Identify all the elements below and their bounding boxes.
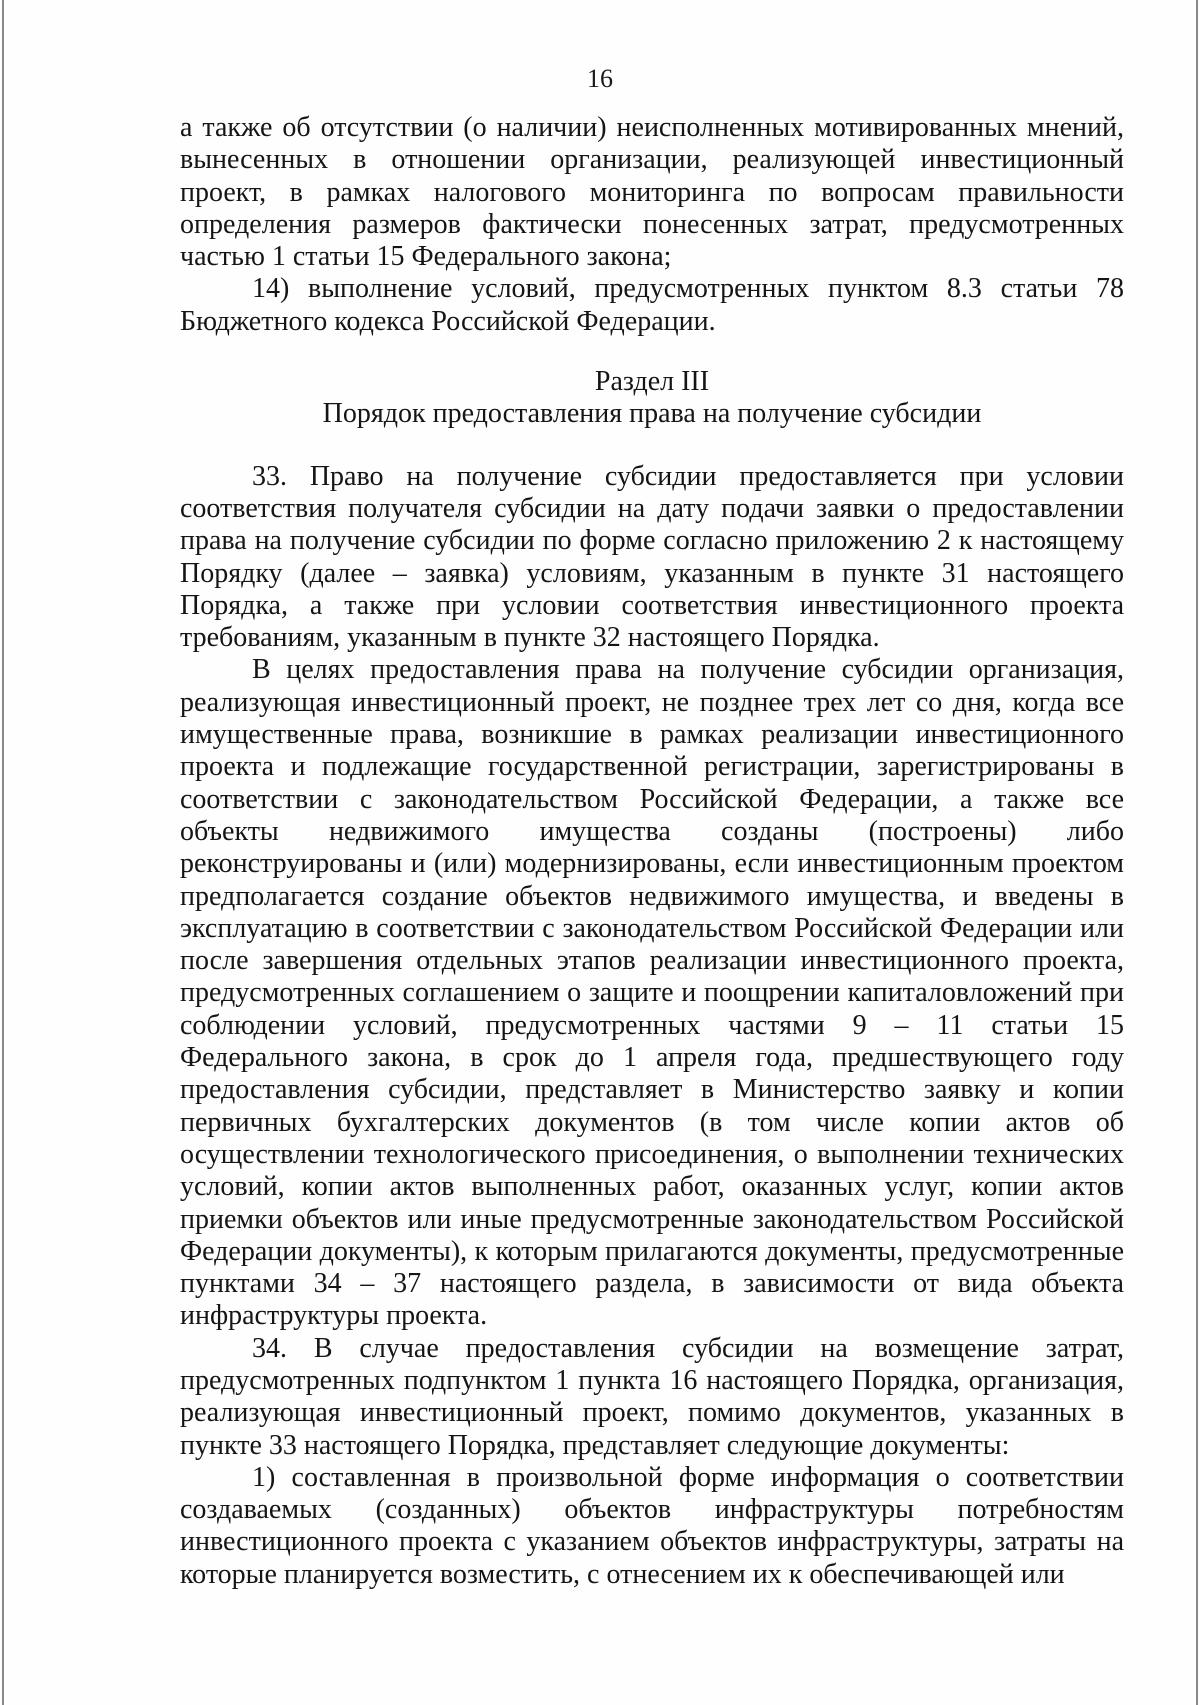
page-number: 16: [587, 64, 613, 93]
section-title: Порядок предоставления права на получение субсидии: [322, 398, 982, 430]
document-body: [180, 112, 1124, 1591]
paragraph-33: 33. Право на получение субсидии предоставляется при условии соответствия получателя субсидии на дату подачи заявки о предоставлении права на получение субсидии по форме согласно приложению 2 к настоящему Порядку (далее – заявка) условиям, указанным в пункте 31 настоящего Порядка, а также при условии соответствия инвестиционного проекта требованиям, указанным в пункте 32 настоящего Порядка.: [180, 460, 1124, 654]
paragraph-34-item-1: 1) составленная в произвольной форме информация о соответствии создаваемых (созданных) объектов инфраструктуры потребностям инвестиционного проекта с указанием объектов инфраструктуры, затраты на которые планируется возместить, с отнесением их к обеспечивающей или: [180, 1461, 1124, 1590]
paragraph-34: 34. В случае предоставления субсидии на возмещение затрат, предусмотренных подпунктом 1 пункта 16 настоящего Порядка, организация, реализующая инвестиционный проект, помимо документов, указанных в пункте 33 настоящего Порядка, представляет следующие документы:: [180, 1332, 1124, 1461]
scan-edge-right: [1196, 0, 1198, 1705]
paragraph-continuation: а также об отсутствии (о наличии) неисполненных мотивированных мнений, вынесенных в отношении организации, реализующей инвестиционный проект, в рамках налогового мониторинга по вопросам правильности определения размеров фактически понесенных затрат, предусмотренных частью 1 статьи 15 Федерального закона;: [180, 112, 1124, 273]
section-label: Раздел III: [594, 366, 710, 398]
paragraph-item-14: 14) выполнение условий, предусмотренных пунктом 8.3 статьи 78 Бюджетного кодекса Российской Федерации.: [180, 273, 1124, 337]
paragraph-33-continuation: В целях предоставления права на получение субсидии организация, реализующая инвестиционный проект, не позднее трех лет со дня, когда все имущественные права, возникшие в рамках реализации инвестиционного проекта и подлежащие государственной регистрации, зарегистрированы в соответствии с законодательством Российской Федерации, а также все объекты недвижимого имущества созданы (построены) либо реконструированы и (или) модернизированы, если инвестиционным проектом предполагается создание объектов недвижимого имущества, и введены в эксплуатацию в соответствии с законодательством Российской Федерации или после завершения отдельных этапов реализации инвестиционного проекта, предусмотренных соглашением о защите и поощрении капиталовложений при соблюдении условий, предусмотренных частями 9 – 11 статьи 15 Федерального закона, в срок до 1 апреля года, предшествующего году предоставления субсидии, представляет в Министерство заявку и копии первичных бухгалтерских документов (в том числе копии актов об осуществлении технологического присоединения, о выполнении технических условий, копии актов выполненных работ, оказанных услуг, копии актов приемки объектов или иные предусмотренные законодательством Российской Федерации документы), к которым прилагаются документы, предусмотренные пунктами 34 – 37 настоящего раздела, в зависимости от вида объекта инфраструктуры проекта.: [180, 654, 1124, 1332]
scan-edge-left: [2, 0, 4, 1705]
